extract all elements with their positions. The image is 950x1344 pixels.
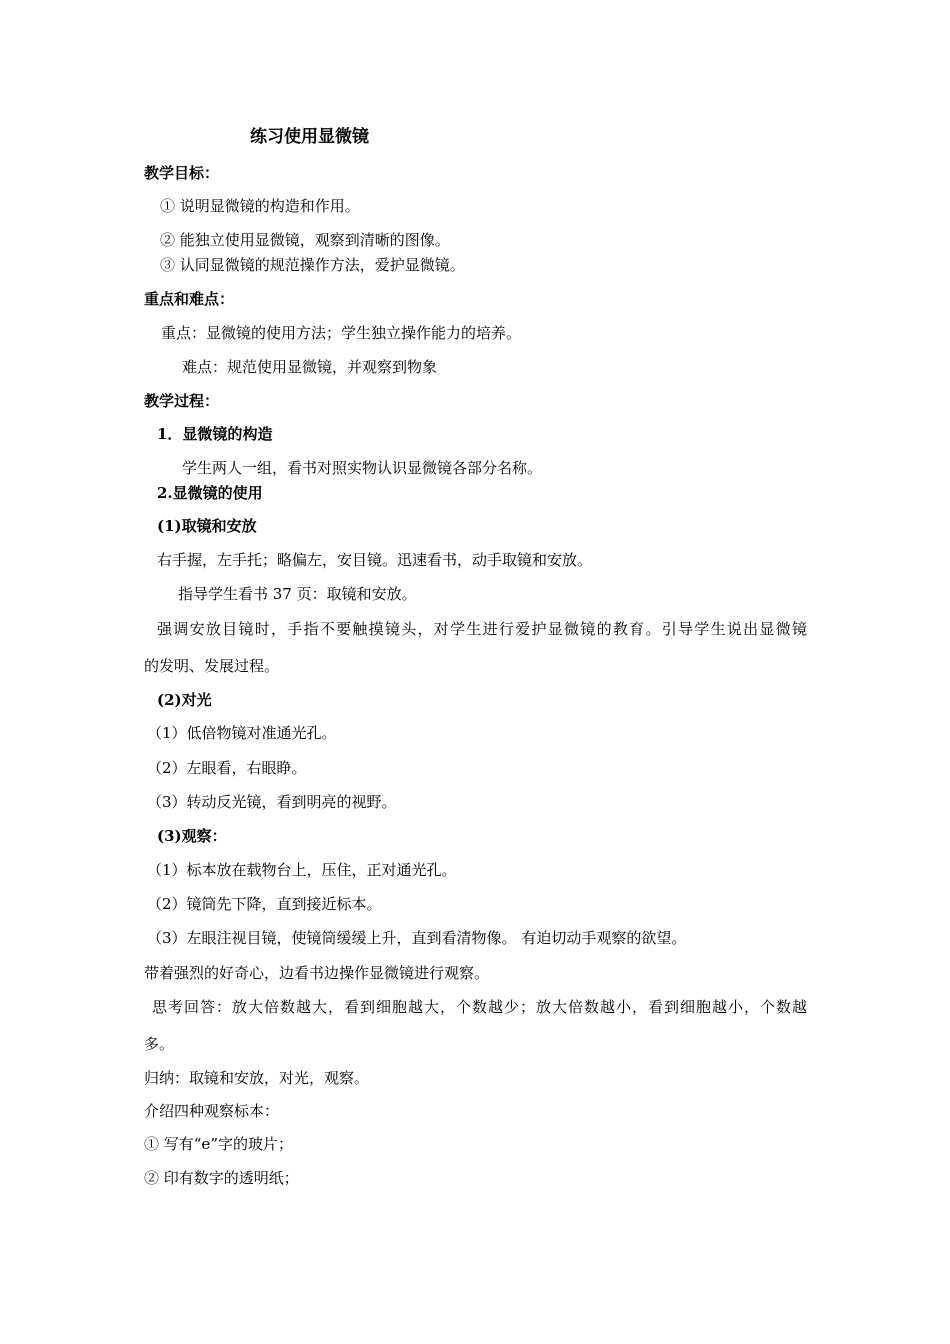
specimens-heading: 介绍四种观察标本：: [144, 1102, 280, 1120]
process-heading: 教学过程：: [144, 392, 220, 410]
subsection-heading: (3)观察：: [157, 827, 227, 845]
subsection-heading: (1)取镜和安放: [157, 517, 257, 535]
subsection-heading: (2)对光: [157, 691, 212, 709]
paragraph-line: 多。: [144, 1035, 175, 1053]
paragraph-line: 的发明、发展过程。: [144, 657, 280, 675]
objectives-heading: 教学目标：: [144, 164, 220, 182]
key-points-heading: 重点和难点：: [144, 290, 235, 308]
paragraph-line: 指导学生看书 37 页：取镜和安放。: [178, 585, 417, 603]
paragraph-line: 思考回答：放大倍数越大，看到细胞越大，个数越少；放大倍数越小，看到细胞越小，个数越: [152, 998, 807, 1016]
specimen-item: ② 印有数字的透明纸；: [144, 1169, 299, 1187]
key-point: 重点：显微镜的使用方法；学生独立操作能力的培养。: [161, 324, 522, 342]
paragraph-line: 右手握，左手托；略偏左，安目镜。迅速看书，动手取镜和安放。: [157, 551, 593, 569]
step-item: （3）转动反光镜，看到明亮的视野。: [147, 793, 397, 811]
objective-item: ① 说明显微镜的构造和作用。: [160, 197, 360, 215]
summary-line: 归纳：取镜和安放，对光，观察。: [144, 1069, 370, 1087]
difficult-point: 难点：规范使用显微镜，并观察到物象: [182, 358, 438, 376]
section-heading: 2.显微镜的使用: [157, 484, 263, 502]
step-item: （2）左眼看，右眼睁。: [147, 759, 307, 777]
document-title: 练习使用显微镜: [250, 127, 369, 147]
specimen-item: ① 写有“e”字的玻片；: [144, 1135, 293, 1153]
step-item: （3）左眼注视目镜，使镜筒缓缓上升，直到看清物像。 有迫切动手观察的欲望。: [147, 929, 687, 947]
section-heading: 1．显微镜的构造: [157, 425, 273, 443]
paragraph-line: 带着强烈的好奇心，边看书边操作显微镜进行观察。: [144, 964, 490, 982]
step-item: （1）标本放在载物台上，压住，正对通光孔。: [147, 861, 457, 879]
step-item: （1）低倍物镜对准通光孔。: [147, 724, 337, 742]
paragraph-line: 强调安放目镜时，手指不要触摸镜头，对学生进行爱护显微镜的教育。引导学生说出显微镜: [157, 620, 807, 638]
section-text: 学生两人一组，看书对照实物认识显微镜各部分名称。: [182, 459, 543, 477]
objective-item: ② 能独立使用显微镜，观察到清晰的图像。: [160, 231, 450, 249]
step-item: （2）镜筒先下降，直到接近标本。: [147, 895, 382, 913]
objective-item: ③ 认同显微镜的规范操作方法，爱护显微镜。: [160, 256, 465, 274]
